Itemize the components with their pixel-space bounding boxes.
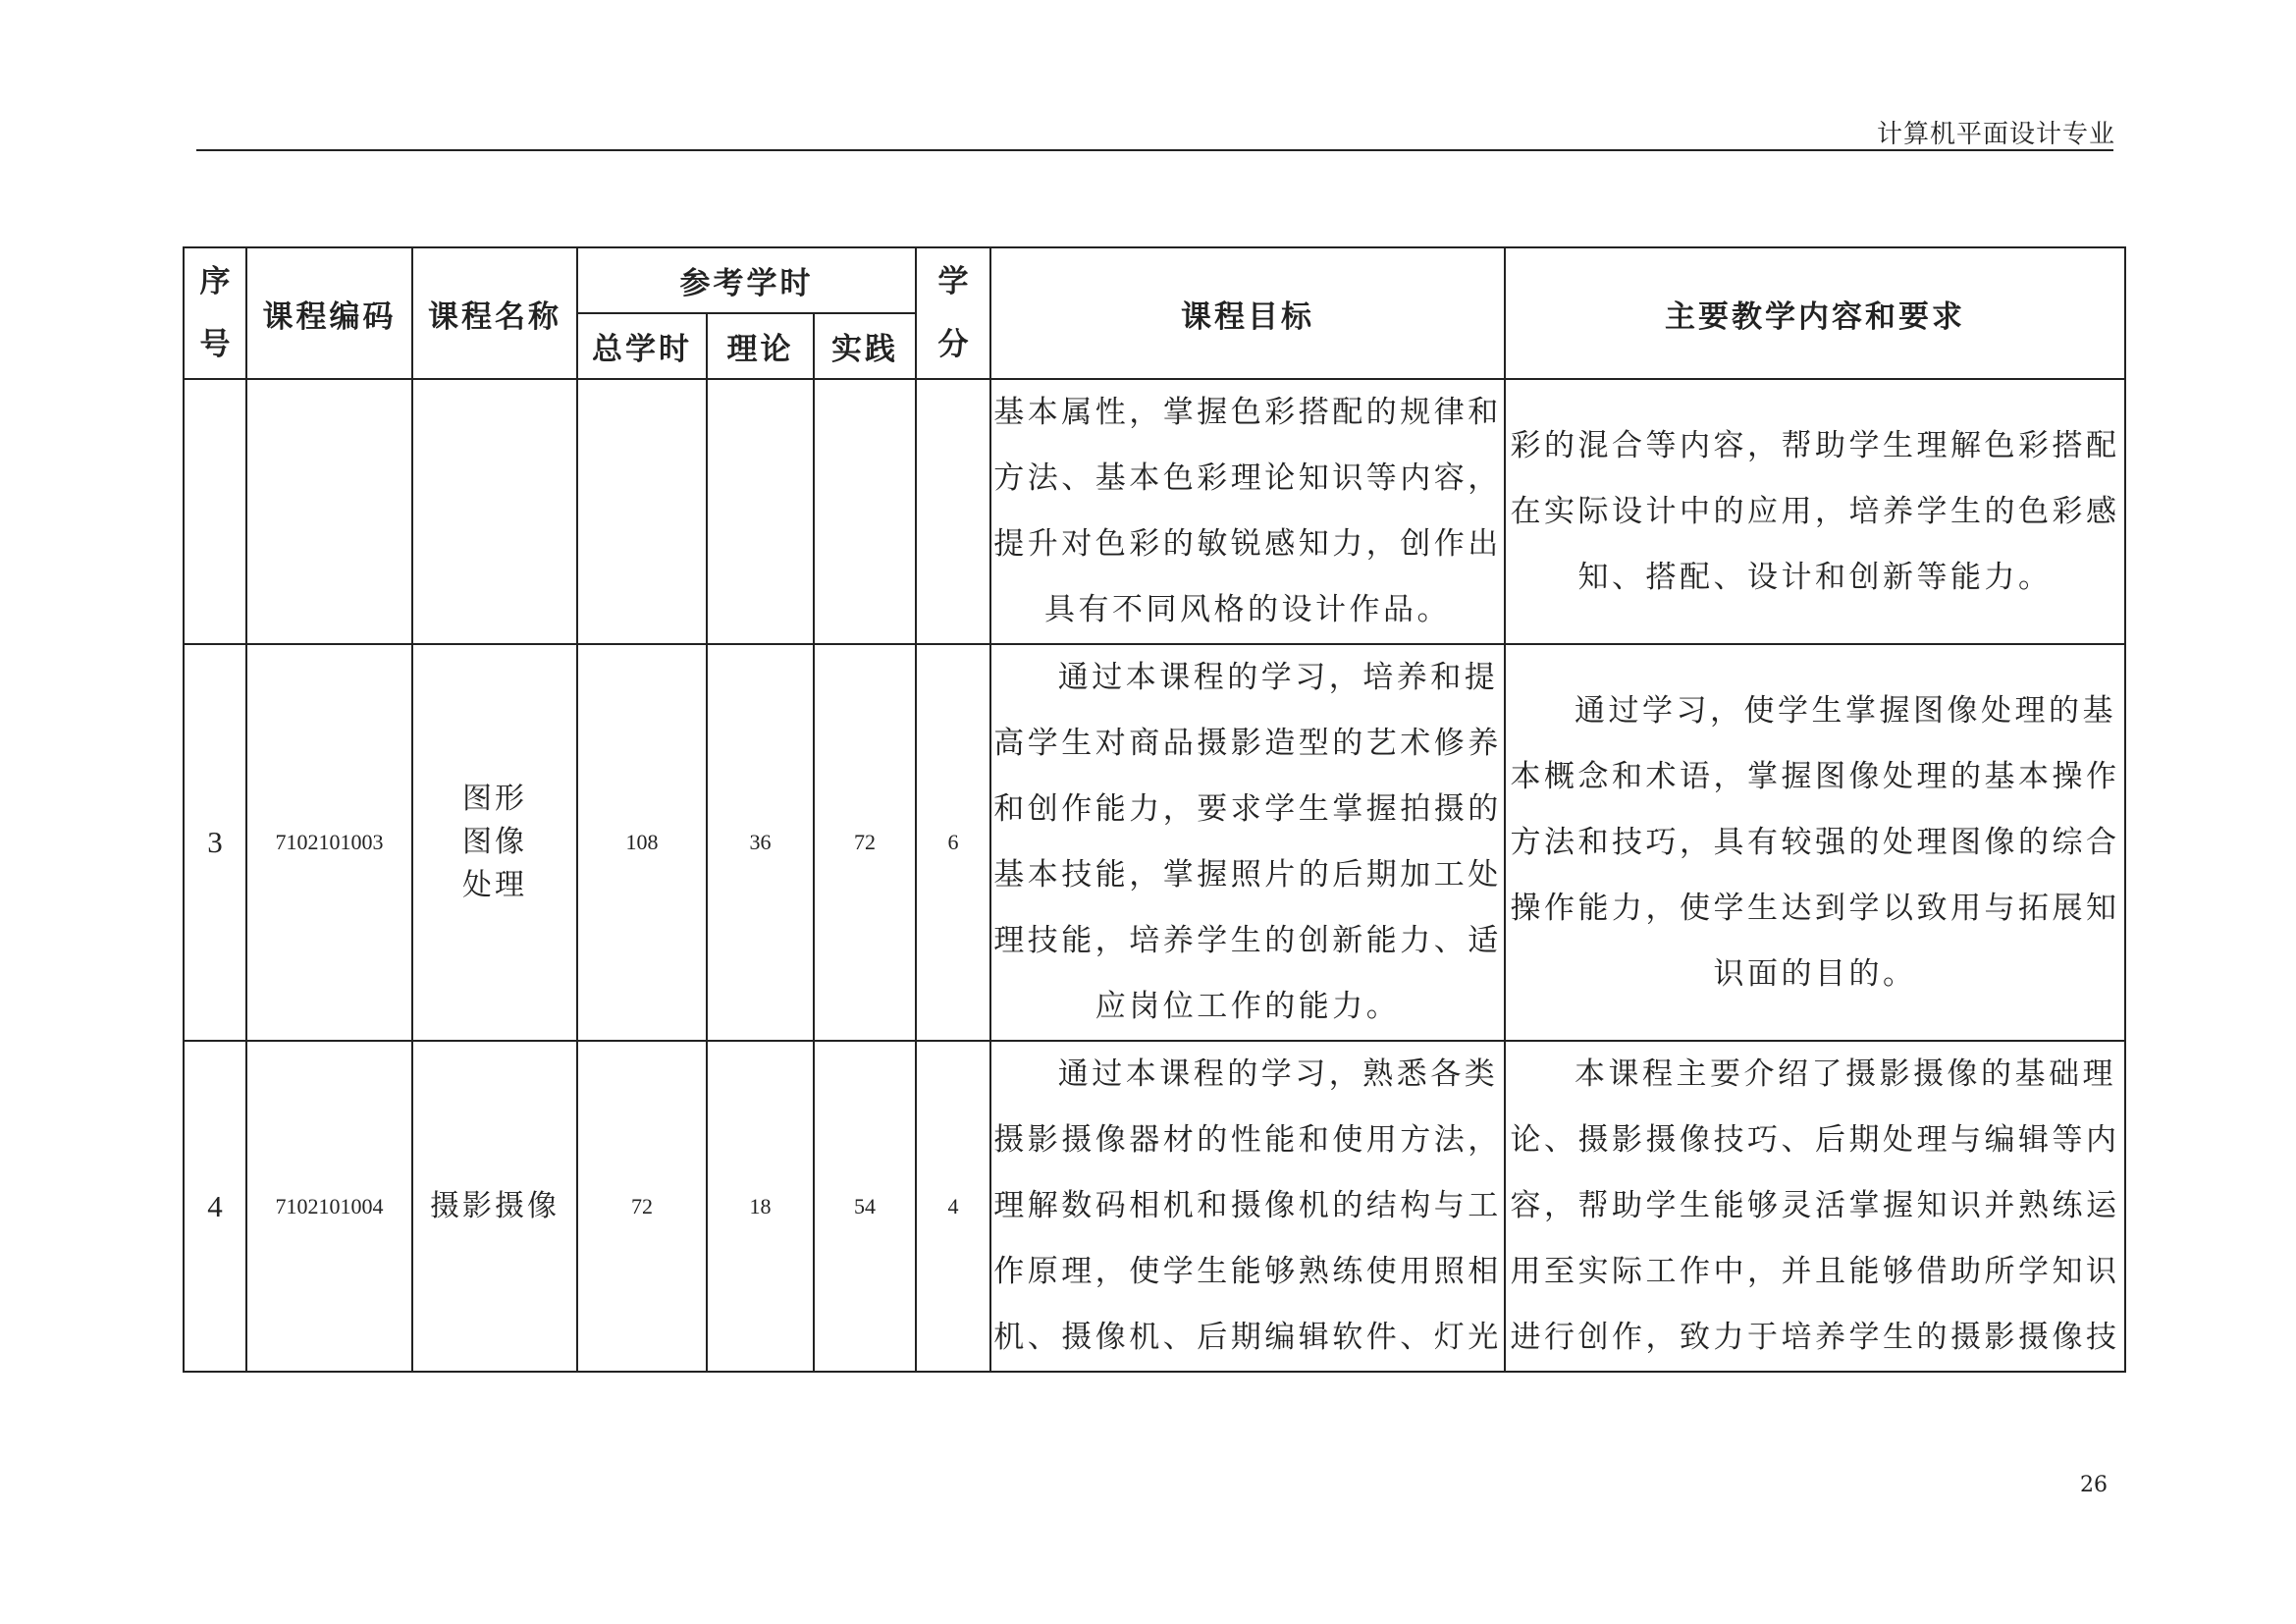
- header-theory-hours: 理论: [707, 313, 814, 379]
- cell-course-code: 7102101004: [246, 1041, 412, 1372]
- cell-credit: 6: [916, 644, 990, 1041]
- header-main-content: 主要教学内容和要求: [1505, 247, 2125, 379]
- cell-theory-hours: 36: [707, 644, 814, 1041]
- cell-content-continued: 彩的混合等内容，帮助学生理解色彩搭配在实际设计中的应用，培养学生的色彩感知、搭配、设计和创新等能力。: [1505, 379, 2125, 644]
- page-number: 26: [2080, 1473, 2108, 1497]
- cell-seq: 3: [184, 644, 246, 1041]
- cell-theory-hours: 18: [707, 1041, 814, 1372]
- cell-credit-empty: [916, 379, 990, 644]
- header-practice-hours: 实践: [814, 313, 916, 379]
- cell-seq-empty: [184, 379, 246, 644]
- running-header-title: 计算机平面设计专业: [1876, 120, 2115, 149]
- cell-main-content: 通过学习，使学生掌握图像处理的基本概念和术语，掌握图像处理的基本操作方法和技巧，具有较强的处理图像的综合操作能力，使学生达到学以致用与拓展知识面的目的。: [1505, 644, 2125, 1041]
- header-credit: 学分: [916, 247, 990, 379]
- cell-seq: 4: [184, 1041, 246, 1372]
- table-row: [184, 1041, 2125, 1372]
- header-course-goal: 课程目标: [990, 247, 1505, 379]
- header-divider: [196, 149, 2113, 151]
- cell-credit: 4: [916, 1041, 990, 1372]
- header-reference-hours: 参考学时: [577, 247, 916, 313]
- header-total-hours: 总学时: [577, 313, 707, 379]
- cell-main-content: 本课程主要介绍了摄影摄像的基础理论、摄影摄像技巧、后期处理与编辑等内容，帮助学生能够灵活掌握知识并熟练运用至实际工作中，并且能够借助所学知识进行创作，致力于培养学生的摄影摄像技: [1505, 1041, 2125, 1372]
- cell-course-name: 图形图像处理: [412, 644, 577, 1041]
- cell-total-hours: 108: [577, 644, 707, 1041]
- course-table: [183, 246, 2126, 1373]
- cell-practice-hours: 72: [814, 644, 916, 1041]
- header-course-name: 课程名称: [412, 247, 577, 379]
- table-row-continued: [184, 379, 2125, 644]
- table-row: [184, 644, 2125, 1041]
- cell-code-empty: [246, 379, 412, 644]
- cell-practice-empty: [814, 379, 916, 644]
- cell-course-goal: 通过本课程的学习，培养和提高学生对商品摄影造型的艺术修养和创作能力，要求学生掌握拍摄的基本技能，掌握照片的后期加工处理技能，培养学生的创新能力、适应岗位工作的能力。: [990, 644, 1505, 1041]
- cell-course-name: 摄影摄像: [412, 1041, 577, 1372]
- cell-total-hours: 72: [577, 1041, 707, 1372]
- cell-total-empty: [577, 379, 707, 644]
- table-header-row-1: [184, 247, 2125, 313]
- cell-theory-empty: [707, 379, 814, 644]
- header-course-code: 课程编码: [246, 247, 412, 379]
- cell-goal-continued: 基本属性，掌握色彩搭配的规律和方法、基本色彩理论知识等内容，提升对色彩的敏锐感知力，创作出具有不同风格的设计作品。: [990, 379, 1505, 644]
- cell-course-code: 7102101003: [246, 644, 412, 1041]
- cell-course-goal: 通过本课程的学习，熟悉各类摄影摄像器材的性能和使用方法，理解数码相机和摄像机的结构与工作原理，使学生能够熟练使用照相机、摄像机、后期编辑软件、灯光: [990, 1041, 1505, 1372]
- header-seq: 序号: [184, 247, 246, 379]
- cell-name-empty: [412, 379, 577, 644]
- cell-practice-hours: 54: [814, 1041, 916, 1372]
